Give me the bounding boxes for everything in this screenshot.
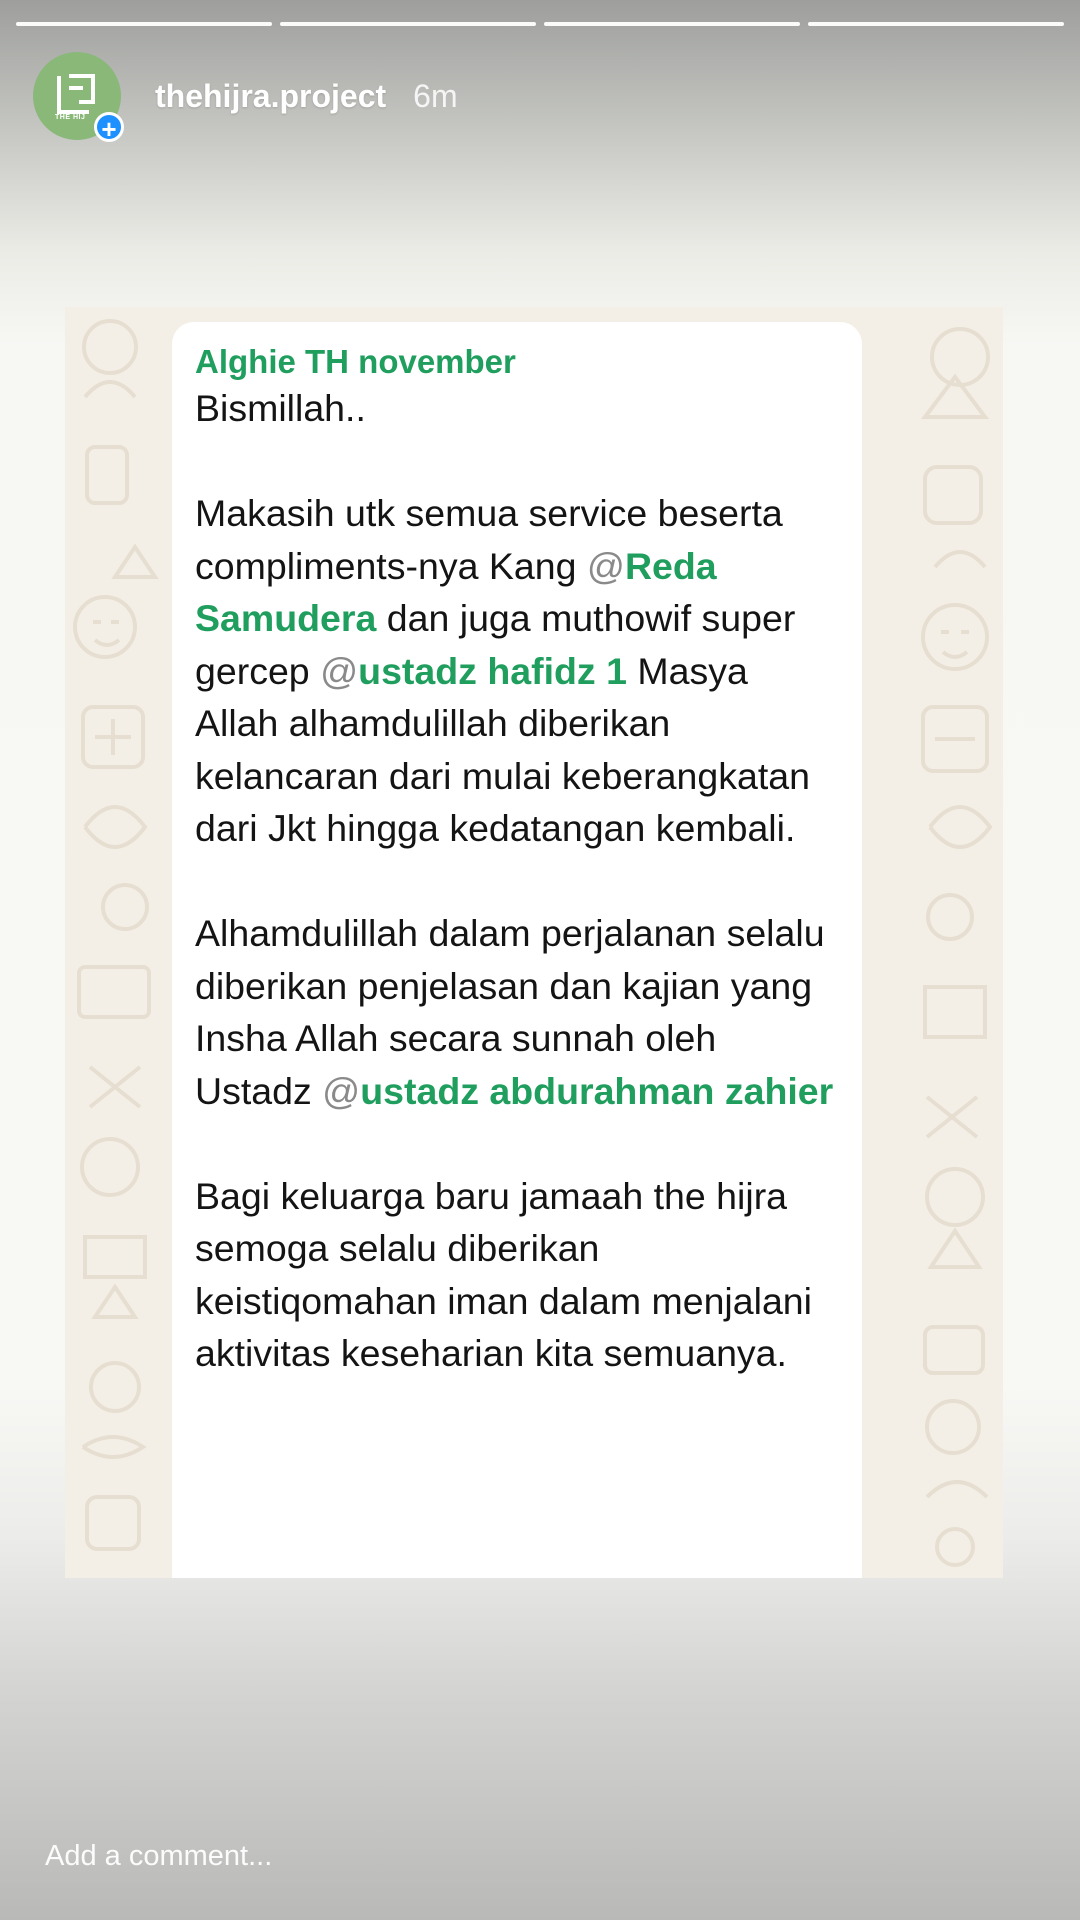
message-text: dan juga muthowif super gercep bbox=[195, 597, 796, 692]
message-text: Masya Allah alhamdulillah diberikan kelancaran dari mulai keberangkatan dari Jkt hingga kedatangan kembali. bbox=[195, 649, 810, 849]
avatar[interactable] bbox=[33, 52, 121, 144]
mention-name: ustadz abdurahman zahier bbox=[360, 1069, 834, 1112]
progress-segment bbox=[280, 22, 536, 26]
brand-logo-icon bbox=[53, 72, 101, 120]
story-header bbox=[33, 52, 458, 144]
mention-ustadz-abdurahman[interactable] bbox=[322, 1070, 833, 1112]
message-text: Makasih utk semua service beserta compliments-nya Kang bbox=[195, 492, 783, 587]
progress-segment bbox=[808, 22, 1064, 26]
timestamp: 6m bbox=[413, 77, 458, 114]
add-story-plus-icon[interactable]: + bbox=[94, 112, 124, 142]
mention-at: @ bbox=[320, 649, 359, 692]
message-paragraph: Bagi keluarga baru jamaah the hijra semoga selalu diberikan keistiqomahan iman dalam menjalani aktivitas keseharian kita semuanya. bbox=[195, 1174, 812, 1374]
message-text: Alhamdulillah dalam perjalanan selalu diberikan penjelasan dan kajian yang Insha Allah secara sunnah oleh Ustadz bbox=[195, 912, 825, 1112]
progress-segment bbox=[16, 22, 272, 26]
mention-name: Reda Samudera bbox=[195, 544, 717, 639]
story-progress-bar bbox=[16, 22, 1064, 26]
avatar-caption: THE HIJ bbox=[55, 114, 86, 121]
message-paragraph bbox=[195, 907, 838, 1117]
chat-screenshot bbox=[65, 307, 1003, 1578]
mention-ustadz-hafidz[interactable] bbox=[320, 650, 627, 692]
progress-segment bbox=[544, 22, 800, 26]
mention-at: @ bbox=[322, 1069, 361, 1112]
message-sender: Alghie TH november bbox=[195, 343, 516, 380]
message-line: Bismillah.. bbox=[195, 387, 366, 429]
message-paragraph bbox=[195, 487, 838, 855]
mention-name: ustadz hafidz 1 bbox=[358, 649, 627, 692]
mention-at: @ bbox=[586, 544, 625, 587]
username[interactable]: thehijra.project bbox=[155, 77, 387, 114]
message-bubble bbox=[172, 322, 862, 1578]
message-body bbox=[195, 382, 838, 1380]
comment-input[interactable]: Add a comment... bbox=[45, 1840, 273, 1872]
